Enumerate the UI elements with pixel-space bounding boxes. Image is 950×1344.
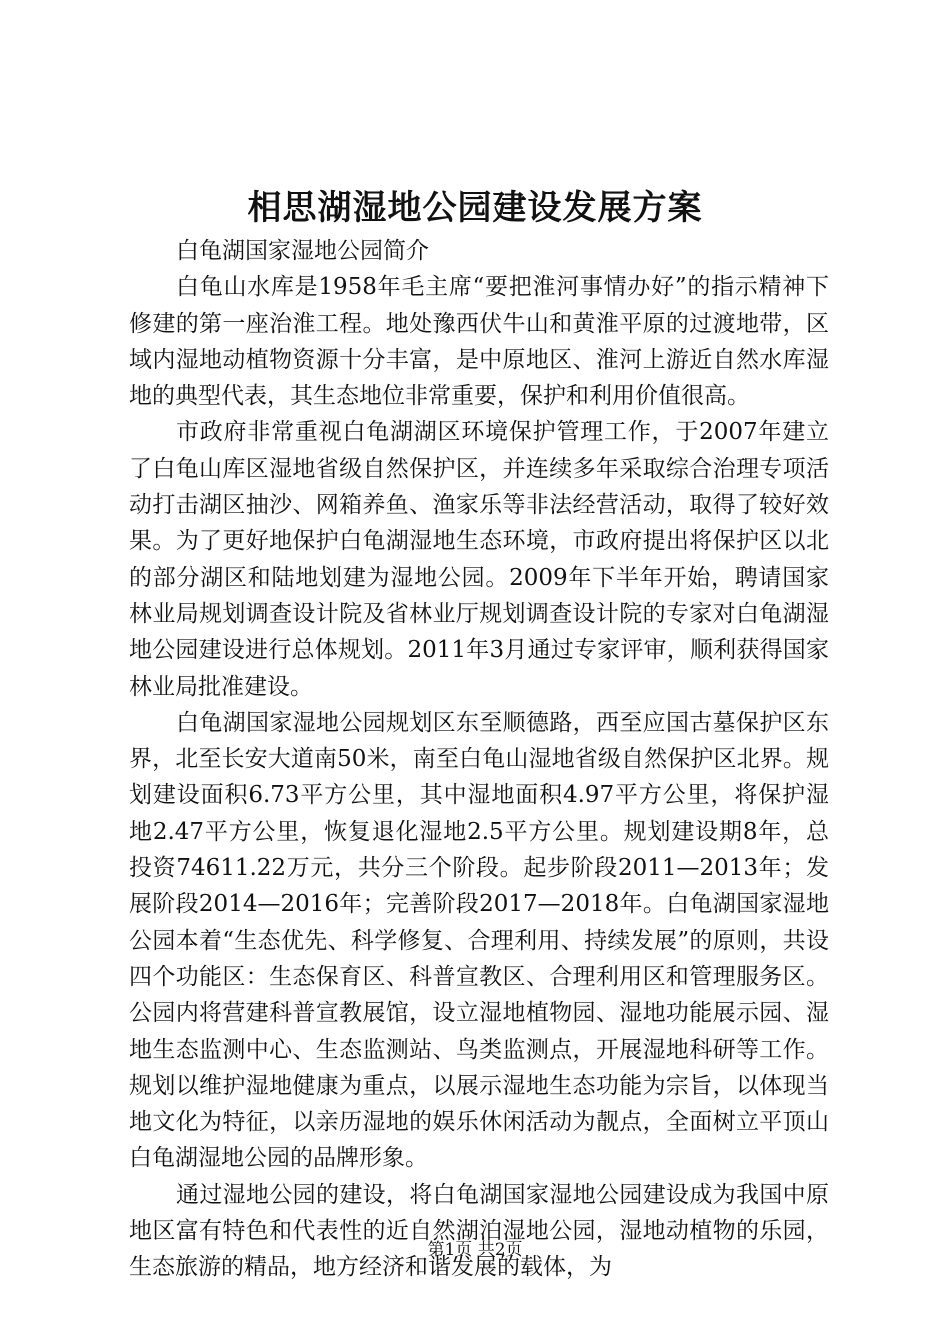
document-body — [129, 233, 829, 1286]
paragraph-construction-goal: 通过湿地公园的建设，将白龟湖国家湿地公园建设成为我国中原地区富有特色和代表性的近自然湖泊湿地公园，湿地动植物的乐园，生态旅游的精品，地方经济和谐发展的载体，为 — [129, 1181, 829, 1281]
paragraph-government-protection: 市政府非常重视白龟湖湖区环境保护管理工作，于2007年建立了白龟山库区湿地省级自然保护区，并连续多年采取综合治理专项活动打击湖区抽沙、网箱养鱼、渔家乐等非法经营活动，取得了较好效果。为了更好地保护白龟湖湿地生态环境，市政府提出将保护区以北的部分湖区和陆地划建为湿地公园。2009年下半年开始，聘请国家林业局规划调查设计院及省林业厅规划调查设计院的专家对白龟湖湿地公园建设进行总体规划。2011年3月通过专家评审，顺利获得国家林业局批准建设。 — [129, 419, 829, 700]
document-title: 相思湖湿地公园建设发展方案 — [247, 188, 703, 228]
paragraph-intro-heading: 白龟湖国家湿地公园简介 — [176, 238, 429, 264]
page-number-footer: 第1页 共2页 — [427, 1240, 523, 1260]
paragraph-planning-scope: 白龟湖国家湿地公园规划区东至顺德路，西至应国古墓保护区东界，北至长安大道南50米，南至白龟山湿地省级自然保护区北界。规划建设面积6.73平方公里，其中湿地面积4.97平方公里，将保护湿地2.47平方公里，恢复退化湿地2.5平方公里。规划建设期8年，总投资74611.22万元，共分三个阶段。起步阶段2011—2013年；发展阶段2014—2016年；完善阶段2017—2018年。白龟湖国家湿地公园本着“生态优先、科学修复、合理利用、持续发展”的原则，共设四个功能区：生态保育区、科普宣教区、合理利用区和管理服务区。公园内将营建科普宣教展馆，设立湿地植物园、湿地功能展示园、湿地生态监测中心、生态监测站、鸟类监测点，开展湿地科研等工作。规划以维护湿地健康为重点，以展示湿地生态功能为宗旨，以体现当地文化为特征，以亲历湿地的娱乐休闲活动为靓点，全面树立平顶山白龟湖湿地公园的品牌形象。 — [129, 709, 829, 1172]
paragraph-reservoir-history: 白龟山水库是1958年毛主席“要把淮河事情办好”的指示精神下修建的第一座治淮工程。地处豫西伏牛山和黄淮平原的过渡地带，区域内湿地动植物资源十分丰富，是中原地区、淮河上游近自然水库湿地的典型代表，其生态地位非常重要，保护和利用价值很高。 — [129, 274, 829, 410]
